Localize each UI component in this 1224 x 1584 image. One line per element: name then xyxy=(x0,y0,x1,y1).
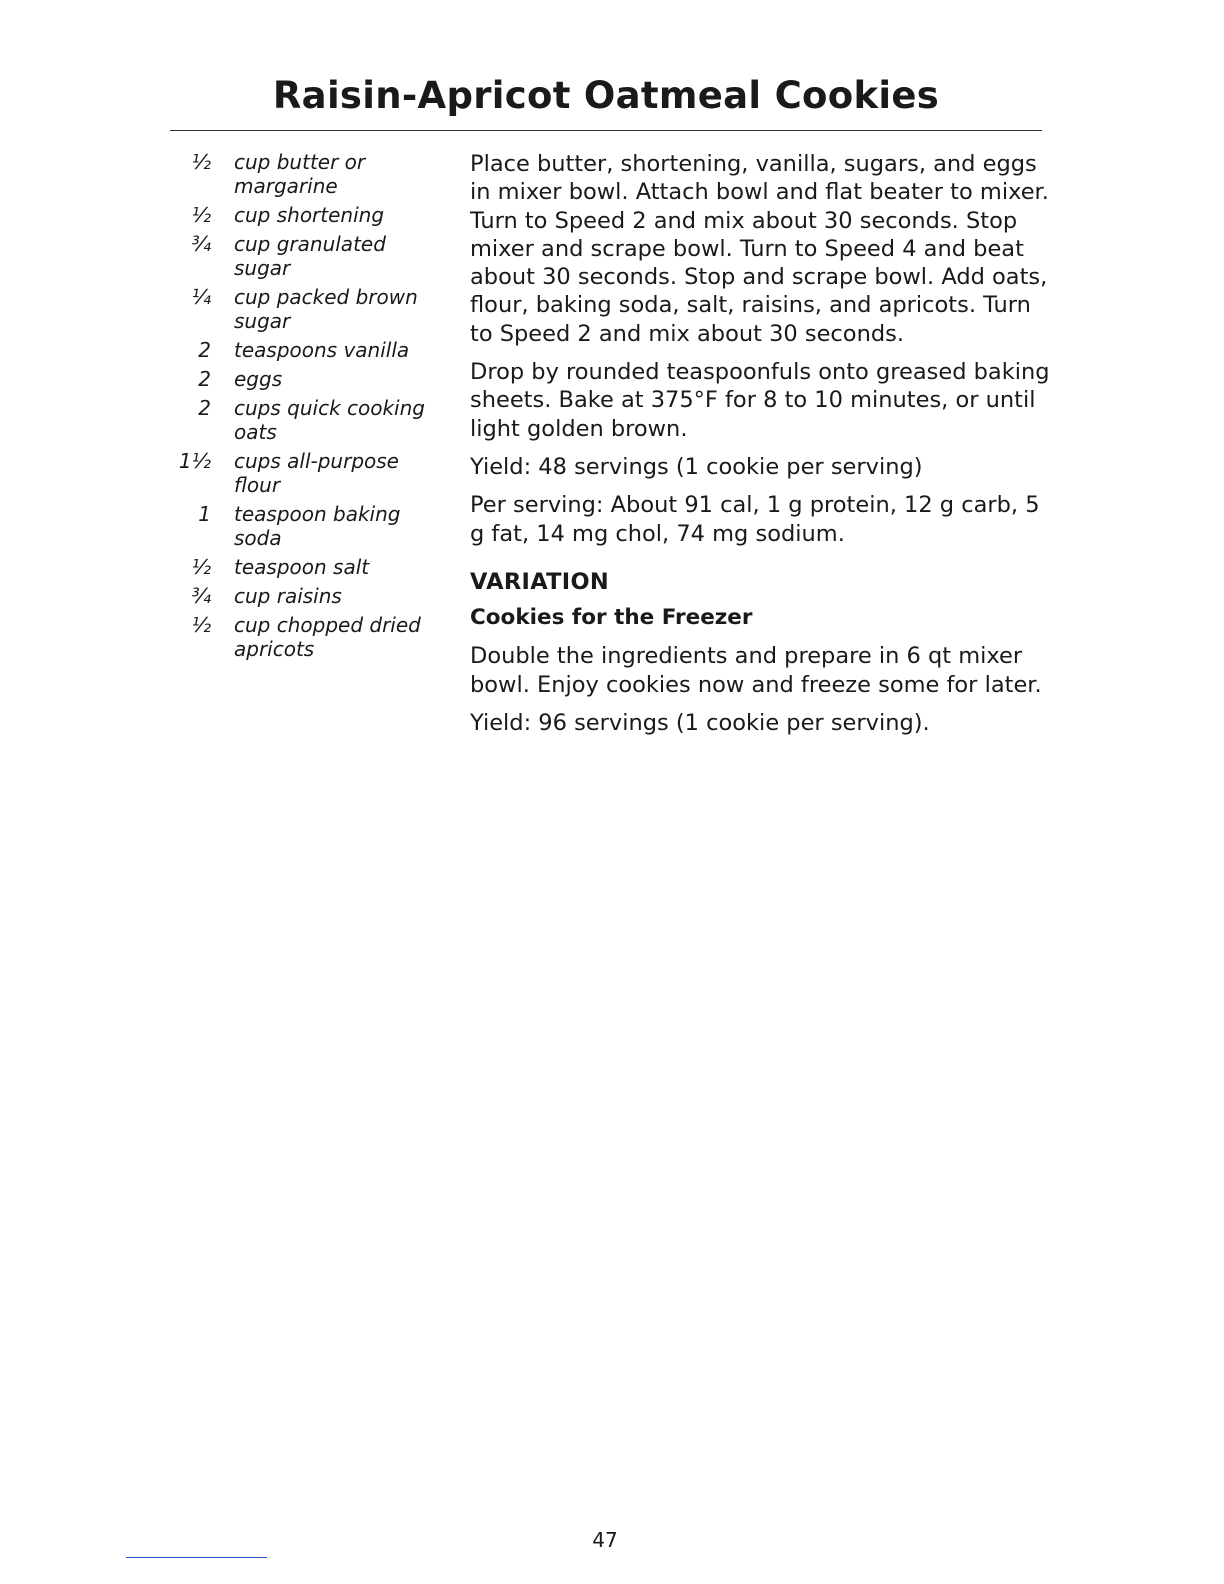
ingredient-name: cup shortening xyxy=(234,203,385,227)
yield-text: Yield: 48 servings (1 cookie per serving) xyxy=(470,453,923,480)
ingredient-name: cup chopped dried apricots xyxy=(234,613,421,661)
method-column xyxy=(470,150,1050,747)
ingredient-item xyxy=(175,232,445,280)
ingredient-quantity: ½ xyxy=(191,203,211,227)
nutrition-text: Per serving: About 91 cal, 1 g protein, 12 g carb, 5 g fat, 14 mg chol, 74 mg sodium. xyxy=(470,492,1040,547)
ingredient-name: eggs xyxy=(234,367,283,391)
ingredient-name: cup granulated sugar xyxy=(234,232,386,280)
ingredient-quantity: ¾ xyxy=(191,232,211,256)
variation-text: Double the ingredients and prepare in 6 qt mixer bowl. Enjoy cookies now and freeze some for later. xyxy=(470,643,1042,698)
ingredient-name: cup raisins xyxy=(234,584,342,608)
ingredient-name: cups all-purpose flour xyxy=(234,449,399,497)
ingredient-quantity: 2 xyxy=(198,338,211,362)
ingredient-quantity: ½ xyxy=(191,555,211,579)
ingredient-name: cup packed brown sugar xyxy=(234,285,418,333)
ingredient-quantity: 2 xyxy=(198,367,211,391)
ingredient-item xyxy=(175,367,445,391)
ingredient-quantity: ¼ xyxy=(191,285,211,309)
ingredient-quantity: ¾ xyxy=(191,584,211,608)
ingredient-item xyxy=(175,555,445,579)
variation-heading: VARIATION xyxy=(470,568,610,595)
page-title: Raisin-Apricot Oatmeal Cookies xyxy=(272,74,940,117)
ingredient-item xyxy=(175,613,445,661)
ingredient-name: cup butter or margarine xyxy=(234,150,366,198)
ingredient-item xyxy=(175,502,445,550)
variation-yield: Yield: 96 servings (1 cookie per serving). xyxy=(470,710,930,737)
ingredient-item xyxy=(175,150,445,198)
page-number: 47 xyxy=(592,1528,618,1552)
ingredient-item xyxy=(175,396,445,444)
ingredient-item xyxy=(175,285,445,333)
ingredient-item xyxy=(175,338,445,362)
method-step: Place butter, shortening, vanilla, sugars, and eggs in mixer bowl. Attach bowl and flat beater to mixer. Turn to Speed 2 and mix about 30 seconds. Stop mixer and scrape bowl. Turn to Speed 4 and beat about 30 seconds. Stop and scrape bowl. Add oats, flour, baking soda, salt, raisins, and apricots. Turn to Speed 2 and mix about 30 seconds. xyxy=(470,151,1049,347)
ingredient-name: teaspoon baking soda xyxy=(234,502,401,550)
ingredient-name: teaspoon salt xyxy=(234,555,370,579)
ingredient-list xyxy=(175,150,445,666)
ingredient-quantity: 1½ xyxy=(178,449,211,473)
title-divider xyxy=(170,130,1042,131)
method-step: Drop by rounded teaspoonfuls onto greased baking sheets. Bake at 375°F for 8 to 10 minutes, or until light golden brown. xyxy=(470,359,1050,442)
ingredient-item xyxy=(175,449,445,497)
footer-divider xyxy=(126,1557,267,1558)
ingredient-item xyxy=(175,203,445,227)
variation-subheading: Cookies for the Freezer xyxy=(470,605,753,631)
ingredient-name: cups quick cooking oats xyxy=(234,396,425,444)
ingredient-name: teaspoons vanilla xyxy=(234,338,410,362)
ingredient-quantity: 1 xyxy=(198,502,211,526)
ingredient-quantity: ½ xyxy=(191,613,211,637)
ingredient-quantity: 2 xyxy=(198,396,211,420)
ingredient-item xyxy=(175,584,445,608)
ingredient-quantity: ½ xyxy=(191,150,211,174)
